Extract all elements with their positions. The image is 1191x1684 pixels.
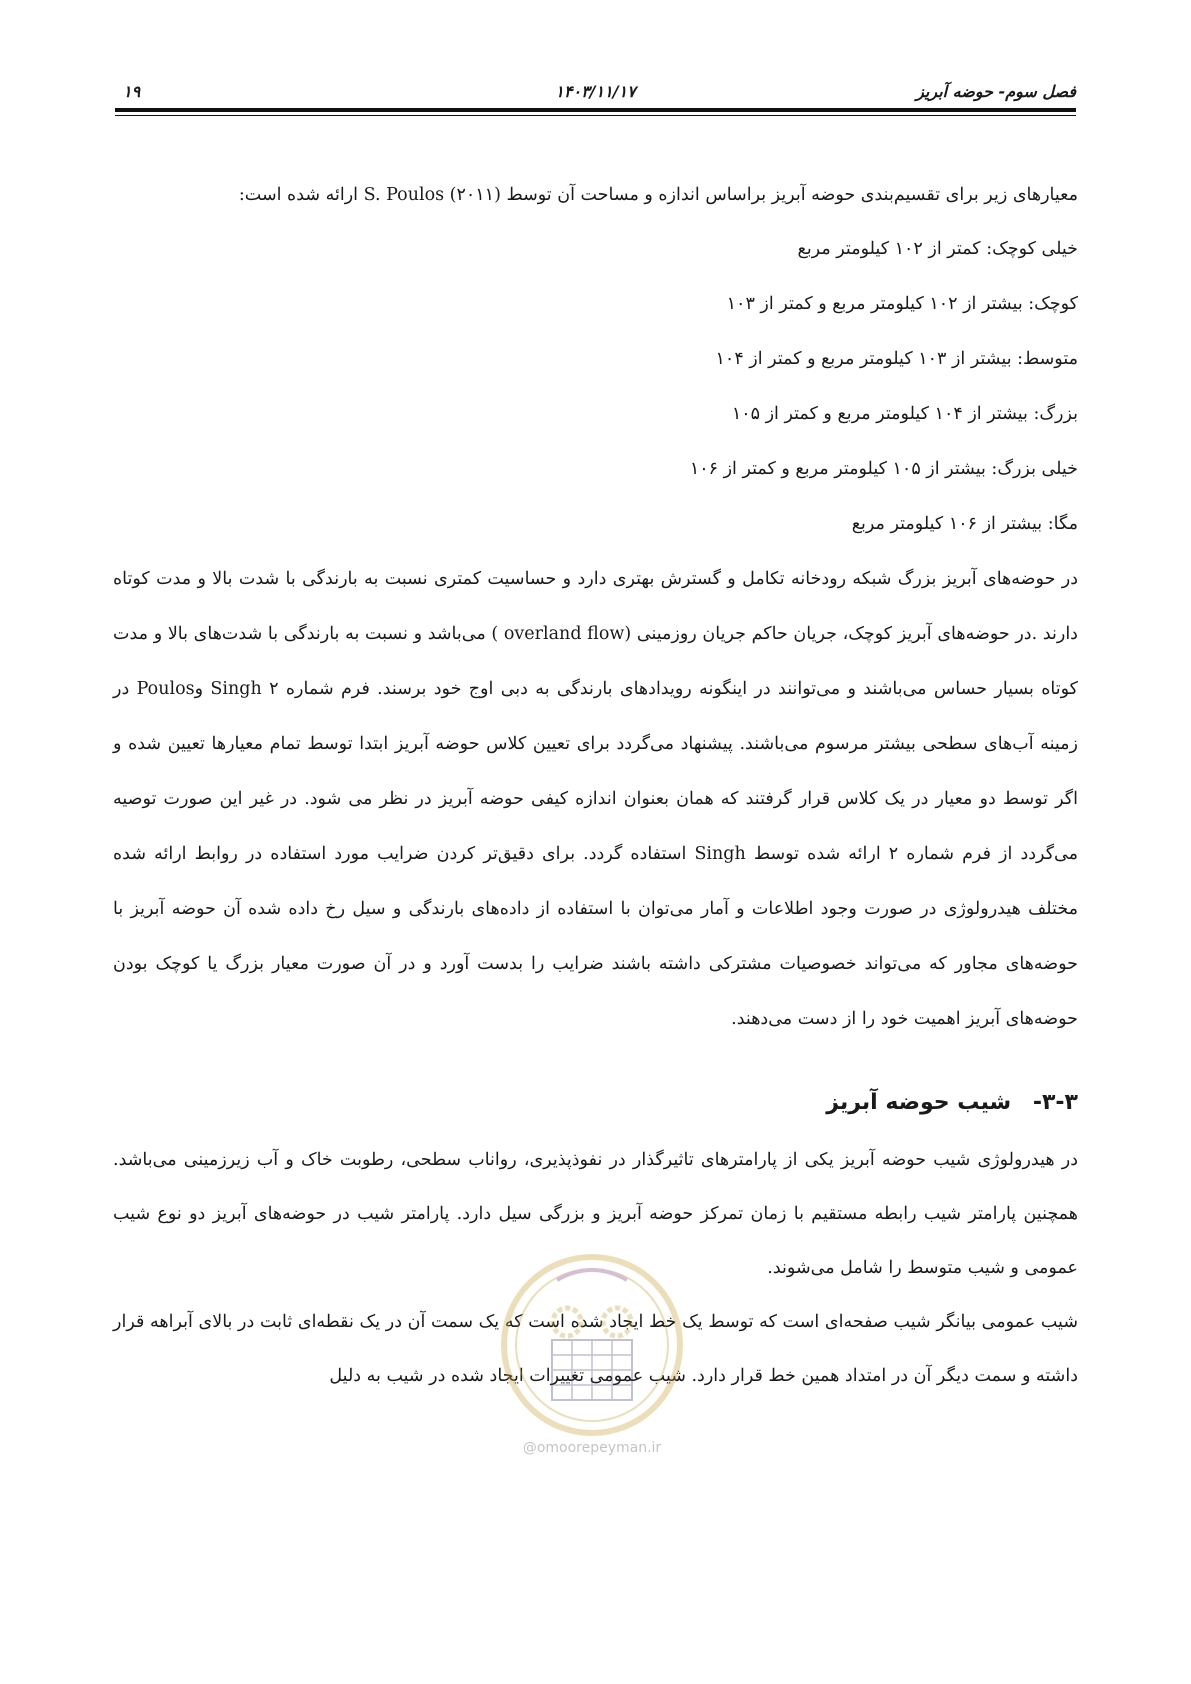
criteria-item: متوسط: بیشتر از ۱۰۳ کیلومتر مربع و کمتر از ۱۰۴ [715,349,1078,369]
header-rule-thick [115,108,1076,112]
watermark-url: @omoorepeyman.ir [522,1440,662,1456]
page-header [115,80,1076,108]
header-rule-thin [115,115,1076,116]
section-number: ۳-۳- [1032,1090,1078,1115]
page-content [113,168,1078,1403]
criteria-item: مگا: بیشتر از ۱۰۶ کیلومتر مربع [851,514,1078,534]
body-paragraph: شیب عمومی بیانگر شیب صفحه‌ای است که توسط یک خط ایجاد شده است که یک سمت آن در یک نقطه‌ای ثابت در بالای آبراهه قرار داشته و سمت دیگر آن در امتداد همین خط قرار دارد. شیب عمومی تغییرات ایجاد شده در شیب به دلیل [113,1312,1078,1386]
chapter-title: فصل سوم- حوضه آبریز [916,82,1076,101]
intro-paragraph: معیارهای زیر برای تقسیم‌بندی حوضه آبریز براساس اندازه و مساحت آن توسط S. Poulos (۲۰۱۱) ارائه شده است: [238,185,1078,205]
section-title-text: شیب حوضه آبریز [826,1090,1012,1115]
body-paragraph: در هیدرولوژی شیب حوضه آبریز یکی از پارامترهای تاثیرگذار در نفوذپذیری، رواناب سطحی، رطوبت خاک و آب زیرزمینی می‌باشد. همچنین پارامتر شیب رابطه مستقیم با زمان تمرکز حوضه آبریز و بزرگی سیل دارد. پارامتر شیب در حوضه‌های آبریز دو نوع شیب عمومی و شیب متوسط را شامل می‌شوند. [113,1150,1078,1278]
criteria-item: کوچک: بیشتر از ۱۰۲ کیلومتر مربع و کمتر از ۱۰۳ [726,294,1078,314]
criteria-item: خیلی بزرگ: بیشتر از ۱۰۵ کیلومتر مربع و کمتر از ۱۰۶ [689,459,1078,479]
criteria-item: خیلی کوچک: کمتر از ۱۰۲ کیلومتر مربع [797,239,1078,259]
header-date: ۱۴۰۳/۱۱/۱۷ [555,82,636,101]
criteria-item: بزرگ: بیشتر از ۱۰۴ کیلومتر مربع و کمتر از ۱۰۵ [731,404,1078,424]
section-heading [113,1083,1078,1123]
page-number: ۱۹ [123,82,141,101]
body-paragraph: در حوضه‌های آبریز بزرگ شبکه رودخانه تکامل و گسترش بهتری دارد و حساسیت کمتری نسبت به بارندگی با شدت بالا و مدت کوتاه دارند .در حوضه‌های آبریز کوچک، جریان حاکم جریان روزمینی (overland flow ) می‌باشد و نسبت به بارندگی با شدت‌های بالا و مدت کوتاه بسیار حساس می‌باشند و می‌توانند در اینگونه رویدادهای بارندگی به دبی اوج خود برسند. فرم شماره ۲ Singh وPoulos در زمینه آب‌های سطحی بیشتر مرسوم می‌باشند. پیشنهاد می‌گردد برای تعیین کلاس حوضه آبریز ابتدا توسط تمام معیارها تعیین شده و اگر توسط دو معیار در یک کلاس قرار گرفتند که همان بعنوان اندازه کیفی حوضه آبریز در نظر می شود. در غیر این صورت توصیه می‌گردد از فرم شماره ۲ ارائه شده توسط Singh استفاده گردد. برای دقیق‌تر کردن ضرایب مورد استفاده در روابط ارائه شده مختلف هیدرولوژی در صورت وجود اطلاعات و آمار می‌توان با استفاده از داده‌های بارندگی و سیل رخ داده شده آن حوضه آبریز با حوضه‌های مجاور که می‌تواند خصوصیات مشترکی داشته باشند ضرایب را بدست آورد و در آن صورت معیار بزرگ یا کوچک بودن حوضه‌های آبریز اهمیت خود را از دست می‌دهند. [113,569,1079,1029]
size-criteria-list [113,222,1078,552]
